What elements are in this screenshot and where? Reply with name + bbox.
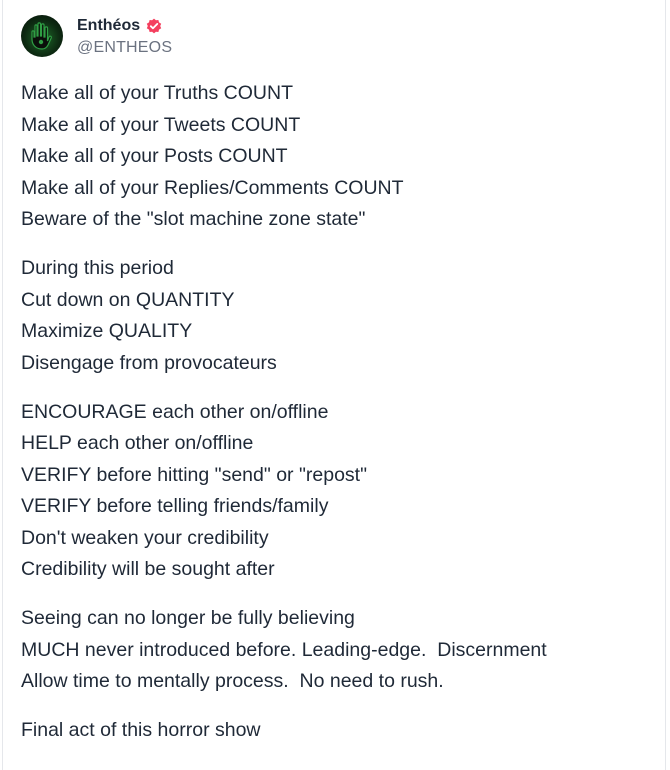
- verified-badge-icon: [145, 17, 163, 35]
- text-line: VERIFY before telling friends/family: [21, 495, 329, 517]
- text-line: MUCH never introduced before. Leading-edge. Discernment: [21, 638, 547, 661]
- text-line: HELP each other on/offline: [21, 432, 254, 454]
- text-line: ENCOURAGE each other on/offline: [21, 400, 329, 423]
- text-line: VERIFY before hitting "send" or "repost": [21, 463, 368, 486]
- text-line: Allow time to mentally process. No need to rush.: [21, 670, 444, 692]
- text-line: Final act of this horror show: [21, 719, 261, 741]
- text-line: Make all of your Replies/Comments COUNT: [21, 176, 404, 199]
- text-line: Maximize QUALITY: [21, 320, 193, 342]
- text-line: Credibility will be sought after: [21, 558, 275, 580]
- paragraph-4: [21, 603, 651, 698]
- text-line: Make all of your Posts COUNT: [21, 145, 288, 167]
- text-line: Don't weaken your credibility: [21, 526, 269, 549]
- name-row: [77, 16, 172, 36]
- author-names: [77, 16, 172, 57]
- post-card: [2, 0, 666, 770]
- text-line: Disengage from provocateurs: [21, 351, 277, 374]
- avatar[interactable]: [21, 15, 63, 57]
- display-name[interactable]: Enthéos: [77, 16, 141, 34]
- post-header: [21, 15, 172, 57]
- text-line: Make all of your Truths COUNT: [21, 82, 293, 104]
- text-line: Seeing can no longer be fully believing: [21, 607, 355, 629]
- hand-icon: [21, 15, 63, 57]
- text-line: Cut down on QUANTITY: [21, 288, 235, 311]
- text-line: During this period: [21, 257, 174, 279]
- paragraph-5: [21, 715, 651, 747]
- post-body: [21, 78, 651, 764]
- paragraph-1: [21, 78, 651, 236]
- paragraph-2: [21, 253, 651, 379]
- text-line: Make all of your Tweets COUNT: [21, 113, 301, 136]
- paragraph-3: [21, 397, 651, 586]
- user-handle[interactable]: @ENTHEOS: [77, 38, 173, 56]
- text-line: Beware of the "slot machine zone state": [21, 208, 366, 230]
